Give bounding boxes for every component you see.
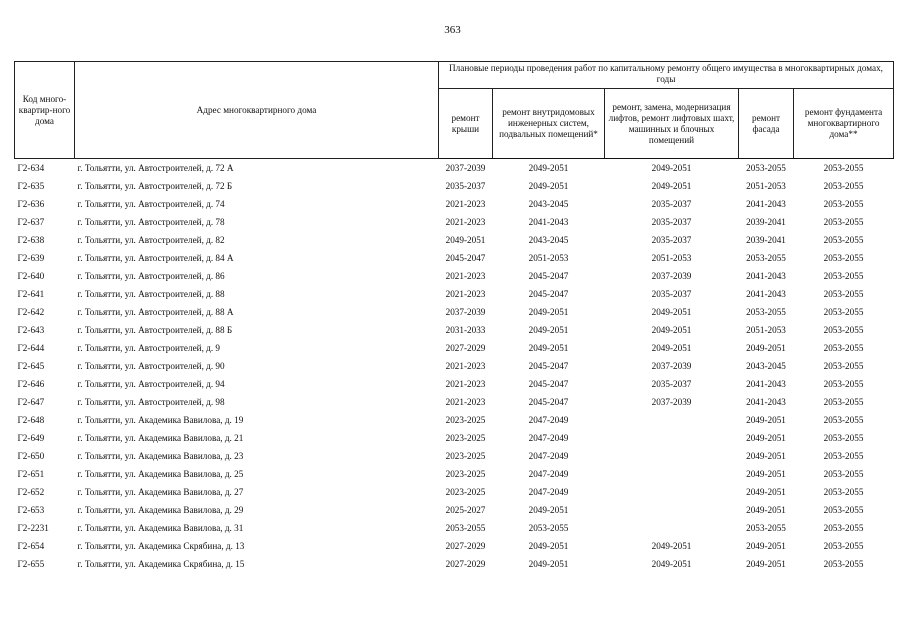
foundation-period-cell: 2053-2055 <box>823 522 864 533</box>
elevator-period-cell: 2035-2037 <box>651 378 692 389</box>
code-cell: Г2-640 <box>17 270 45 281</box>
systems-period-cell: 2045-2047 <box>528 288 569 299</box>
table-row <box>15 285 894 303</box>
roof-period-cell: 2053-2055 <box>445 522 486 533</box>
systems-period-cell: 2047-2049 <box>528 414 569 425</box>
facade-period-cell: 2039-2041 <box>746 216 786 227</box>
code-cell: Г2-647 <box>17 396 45 407</box>
address-cell: г. Тольятти, ул. Академика Скрябина, д. 15 <box>77 558 245 569</box>
foundation-period-cell: 2053-2055 <box>823 306 864 317</box>
code-cell: Г2-655 <box>17 558 45 569</box>
facade-period-cell: 2049-2051 <box>746 450 786 461</box>
facade-period-cell: 2049-2051 <box>746 558 786 569</box>
table-row <box>15 519 894 537</box>
foundation-period-cell: 2053-2055 <box>823 234 864 245</box>
elevator-period-cell <box>605 411 739 429</box>
foundation-period-cell: 2053-2055 <box>823 360 864 371</box>
roof-period-cell: 2027-2029 <box>445 342 486 353</box>
facade-period-cell: 2053-2055 <box>746 306 786 317</box>
address-cell: г. Тольятти, ул. Автостроителей, д. 98 <box>77 396 225 407</box>
address-cell: г. Тольятти, ул. Автостроителей, д. 82 <box>77 234 225 245</box>
systems-period-cell: 2045-2047 <box>528 270 569 281</box>
code-cell: Г2-642 <box>17 306 45 317</box>
foundation-period-cell: 2053-2055 <box>823 180 864 191</box>
foundation-period-cell: 2053-2055 <box>823 558 864 569</box>
code-cell: Г2-637 <box>17 216 45 227</box>
systems-period-cell: 2045-2047 <box>528 360 569 371</box>
address-cell: г. Тольятти, ул. Академика Вавилова, д. 19 <box>77 414 244 425</box>
roof-period-cell: 2021-2023 <box>445 198 486 209</box>
table-row <box>15 159 894 178</box>
foundation-period-cell: 2053-2055 <box>823 432 864 443</box>
elevator-period-cell <box>605 519 739 537</box>
systems-period-cell: 2049-2051 <box>528 342 569 353</box>
elevator-period-cell: 2035-2037 <box>651 234 692 245</box>
header-systems: ремонт внутридомовых инженерных систем, подвальных помещений* <box>493 89 605 159</box>
code-cell: Г2-650 <box>17 450 45 461</box>
roof-period-cell: 2035-2037 <box>445 180 486 191</box>
foundation-period-cell: 2053-2055 <box>823 342 864 353</box>
elevator-period-cell: 2035-2037 <box>651 216 692 227</box>
code-cell: Г2-639 <box>17 252 45 263</box>
systems-period-cell: 2049-2051 <box>528 162 569 173</box>
address-cell: г. Тольятти, ул. Автостроителей, д. 72 Б <box>77 180 233 191</box>
elevator-period-cell: 2037-2039 <box>651 396 692 407</box>
header-facade: ремонт фасада <box>739 89 794 159</box>
elevator-period-cell: 2035-2037 <box>651 198 692 209</box>
table-row <box>15 231 894 249</box>
table-header <box>15 62 894 159</box>
facade-period-cell: 2049-2051 <box>746 342 786 353</box>
systems-period-cell: 2047-2049 <box>528 432 569 443</box>
code-cell: Г2-648 <box>17 414 45 425</box>
systems-period-cell: 2051-2053 <box>528 252 569 263</box>
roof-period-cell: 2023-2025 <box>445 432 486 443</box>
systems-period-cell: 2049-2051 <box>528 540 569 551</box>
systems-period-cell: 2047-2049 <box>528 486 569 497</box>
facade-period-cell: 2041-2043 <box>746 288 786 299</box>
facade-period-cell: 2041-2043 <box>746 270 786 281</box>
code-cell: Г2-653 <box>17 504 45 515</box>
code-cell: Г2-645 <box>17 360 45 371</box>
roof-period-cell: 2021-2023 <box>445 360 486 371</box>
elevator-period-cell: 2049-2051 <box>651 342 692 353</box>
systems-period-cell: 2043-2045 <box>528 198 569 209</box>
table-row <box>15 213 894 231</box>
facade-period-cell: 2043-2045 <box>746 360 786 371</box>
roof-period-cell: 2023-2025 <box>445 486 486 497</box>
foundation-period-cell: 2053-2055 <box>823 252 864 263</box>
facade-period-cell: 2041-2043 <box>746 198 786 209</box>
address-cell: г. Тольятти, ул. Автостроителей, д. 88 Б <box>77 324 233 335</box>
systems-period-cell: 2049-2051 <box>528 504 569 515</box>
roof-period-cell: 2023-2025 <box>445 450 486 461</box>
header-periods-group: Плановые периоды проведения работ по капитальному ремонту общего имущества в многоквартирных домах, годы <box>439 62 894 89</box>
elevator-period-cell: 2037-2039 <box>651 360 692 371</box>
code-cell: Г2-643 <box>17 324 45 335</box>
header-foundation: ремонт фундамента многоквартирного дома** <box>794 89 894 159</box>
elevator-period-cell: 2049-2051 <box>651 558 692 569</box>
address-cell: г. Тольятти, ул. Академика Скрябина, д. 13 <box>77 540 245 551</box>
facade-period-cell: 2051-2053 <box>746 324 786 335</box>
facade-period-cell: 2049-2051 <box>746 540 786 551</box>
facade-period-cell: 2053-2055 <box>746 252 786 263</box>
elevator-period-cell: 2049-2051 <box>651 162 692 173</box>
table-row <box>15 447 894 465</box>
systems-period-cell: 2045-2047 <box>528 396 569 407</box>
elevator-period-cell: 2049-2051 <box>651 324 692 335</box>
roof-period-cell: 2021-2023 <box>445 378 486 389</box>
table-row <box>15 501 894 519</box>
facade-period-cell: 2041-2043 <box>746 396 786 407</box>
code-cell: Г2-654 <box>17 540 45 551</box>
foundation-period-cell: 2053-2055 <box>823 486 864 497</box>
systems-period-cell: 2049-2051 <box>528 180 569 191</box>
systems-period-cell: 2049-2051 <box>528 306 569 317</box>
address-cell: г. Тольятти, ул. Академика Вавилова, д. 23 <box>77 450 244 461</box>
table-row <box>15 375 894 393</box>
foundation-period-cell: 2053-2055 <box>823 396 864 407</box>
roof-period-cell: 2027-2029 <box>445 540 486 551</box>
table-row <box>15 537 894 555</box>
elevator-period-cell <box>605 429 739 447</box>
page-number: 363 <box>444 24 461 36</box>
address-cell: г. Тольятти, ул. Автостроителей, д. 74 <box>77 198 225 209</box>
table-row <box>15 249 894 267</box>
roof-period-cell: 2045-2047 <box>445 252 486 263</box>
facade-period-cell: 2049-2051 <box>746 468 786 479</box>
table-row <box>15 267 894 285</box>
facade-period-cell: 2041-2043 <box>746 378 786 389</box>
foundation-period-cell: 2053-2055 <box>823 162 864 173</box>
facade-period-cell: 2039-2041 <box>746 234 786 245</box>
code-cell: Г2-2231 <box>17 522 49 533</box>
facade-period-cell: 2049-2051 <box>746 432 786 443</box>
code-cell: Г2-638 <box>17 234 45 245</box>
foundation-period-cell: 2053-2055 <box>823 378 864 389</box>
header-address: Адрес многоквартирного дома <box>75 62 439 159</box>
systems-period-cell: 2049-2051 <box>528 324 569 335</box>
table-row <box>15 195 894 213</box>
table-row <box>15 393 894 411</box>
address-cell: г. Тольятти, ул. Академика Вавилова, д. 29 <box>77 504 244 515</box>
systems-period-cell: 2045-2047 <box>528 378 569 389</box>
code-cell: Г2-652 <box>17 486 45 497</box>
elevator-period-cell <box>605 501 739 519</box>
roof-period-cell: 2025-2027 <box>445 504 486 515</box>
code-cell: Г2-641 <box>17 288 45 299</box>
roof-period-cell: 2021-2023 <box>445 270 486 281</box>
roof-period-cell: 2037-2039 <box>445 162 486 173</box>
address-cell: г. Тольятти, ул. Автостроителей, д. 88 А <box>77 306 234 317</box>
elevator-period-cell: 2051-2053 <box>651 252 692 263</box>
code-cell: Г2-646 <box>17 378 45 389</box>
foundation-period-cell: 2053-2055 <box>823 504 864 515</box>
header-roof: ремонт крыши <box>439 89 493 159</box>
foundation-period-cell: 2053-2055 <box>823 288 864 299</box>
code-cell: Г2-634 <box>17 162 45 173</box>
table-row <box>15 303 894 321</box>
roof-period-cell: 2021-2023 <box>445 216 486 227</box>
elevator-period-cell: 2037-2039 <box>651 270 692 281</box>
foundation-period-cell: 2053-2055 <box>823 414 864 425</box>
address-cell: г. Тольятти, ул. Автостроителей, д. 72 А <box>77 162 234 173</box>
facade-period-cell: 2053-2055 <box>746 522 786 533</box>
code-cell: Г2-636 <box>17 198 45 209</box>
table-row <box>15 411 894 429</box>
elevator-period-cell: 2049-2051 <box>651 540 692 551</box>
roof-period-cell: 2021-2023 <box>445 396 486 407</box>
facade-period-cell: 2051-2053 <box>746 180 786 191</box>
systems-period-cell: 2053-2055 <box>528 522 569 533</box>
roof-period-cell: 2023-2025 <box>445 414 486 425</box>
roof-period-cell: 2037-2039 <box>445 306 486 317</box>
roof-period-cell: 2031-2033 <box>445 324 486 335</box>
elevator-period-cell: 2049-2051 <box>651 306 692 317</box>
code-cell: Г2-649 <box>17 432 45 443</box>
facade-period-cell: 2049-2051 <box>746 414 786 425</box>
foundation-period-cell: 2053-2055 <box>823 270 864 281</box>
table-row <box>15 429 894 447</box>
table-row <box>15 321 894 339</box>
systems-period-cell: 2043-2045 <box>528 234 569 245</box>
header-code: Код много-квартир-ного дома <box>15 62 75 159</box>
address-cell: г. Тольятти, ул. Академика Вавилова, д. 21 <box>77 432 244 443</box>
foundation-period-cell: 2053-2055 <box>823 198 864 209</box>
foundation-period-cell: 2053-2055 <box>823 468 864 479</box>
foundation-period-cell: 2053-2055 <box>823 216 864 227</box>
address-cell: г. Тольятти, ул. Автостроителей, д. 9 <box>77 342 221 353</box>
address-cell: г. Тольятти, ул. Автостроителей, д. 78 <box>77 216 225 227</box>
elevator-period-cell: 2035-2037 <box>651 288 692 299</box>
code-cell: Г2-651 <box>17 468 45 479</box>
repair-schedule-table <box>14 61 894 573</box>
address-cell: г. Тольятти, ул. Академика Вавилова, д. 31 <box>77 522 244 533</box>
table-body <box>15 159 894 574</box>
facade-period-cell: 2053-2055 <box>746 162 786 173</box>
elevator-period-cell: 2049-2051 <box>651 180 692 191</box>
facade-period-cell: 2049-2051 <box>746 486 786 497</box>
systems-period-cell: 2047-2049 <box>528 468 569 479</box>
systems-period-cell: 2047-2049 <box>528 450 569 461</box>
table-row <box>15 483 894 501</box>
elevator-period-cell <box>605 447 739 465</box>
address-cell: г. Тольятти, ул. Автостроителей, д. 88 <box>77 288 225 299</box>
roof-period-cell: 2021-2023 <box>445 288 486 299</box>
table-row <box>15 339 894 357</box>
address-cell: г. Тольятти, ул. Автостроителей, д. 84 А <box>77 252 234 263</box>
address-cell: г. Тольятти, ул. Академика Вавилова, д. 25 <box>77 468 244 479</box>
code-cell: Г2-635 <box>17 180 45 191</box>
foundation-period-cell: 2053-2055 <box>823 450 864 461</box>
foundation-period-cell: 2053-2055 <box>823 540 864 551</box>
systems-period-cell: 2049-2051 <box>528 558 569 569</box>
elevator-period-cell <box>605 483 739 501</box>
roof-period-cell: 2049-2051 <box>445 234 486 245</box>
systems-period-cell: 2041-2043 <box>528 216 569 227</box>
address-cell: г. Тольятти, ул. Академика Вавилова, д. 27 <box>77 486 244 497</box>
foundation-period-cell: 2053-2055 <box>823 324 864 335</box>
table-row <box>15 555 894 573</box>
roof-period-cell: 2027-2029 <box>445 558 486 569</box>
code-cell: Г2-644 <box>17 342 45 353</box>
address-cell: г. Тольятти, ул. Автостроителей, д. 90 <box>77 360 225 371</box>
address-cell: г. Тольятти, ул. Автостроителей, д. 86 <box>77 270 225 281</box>
table-row <box>15 465 894 483</box>
header-elevator: ремонт, замена, модернизация лифтов, ремонт лифтовых шахт, машинных и блочных помещений <box>605 89 739 159</box>
address-cell: г. Тольятти, ул. Автостроителей, д. 94 <box>77 378 225 389</box>
table-row <box>15 357 894 375</box>
table-row <box>15 177 894 195</box>
roof-period-cell: 2023-2025 <box>445 468 486 479</box>
elevator-period-cell <box>605 465 739 483</box>
facade-period-cell: 2049-2051 <box>746 504 786 515</box>
